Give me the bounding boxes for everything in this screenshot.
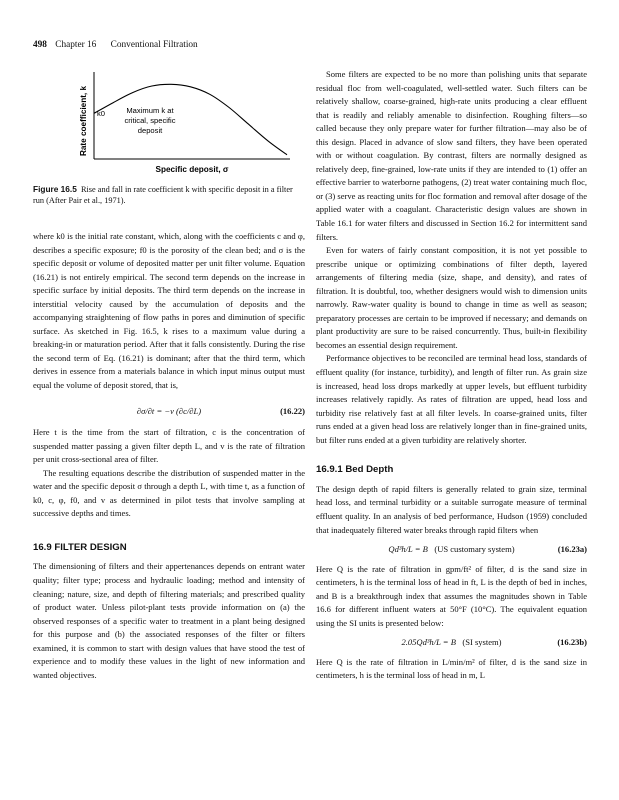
right-paragraph-1: Some filters are expected to be no more than polishing units that separate residual floc from well-coagulated, well-settled water. Such filters can be relatively shallow, coarse-grained, high-rate units producing a clear effluent that is readily and reliably amenable to disinfection. Roughing filters—so called because they only prepare water for further filtration—may also be of this design. Placed in advance of slow sand filters, they have been operated with or without coagulation. By contrast, filters are normally designed as relatively deep, fine-grained, low-rate units if they are intended to (1) offer an effective barrier to waterborne pathogens, (2) treat water containing much floc, or (3) serve as reacting units for floc formation and removal after dosage of the applied water with a coagulant. Characteristic design values are shown in Table 16.1 for water filters and discussed in Section 16.2 for intermittent sand filters. bbox=[316, 69, 587, 242]
equation-16-22-number: (16.22) bbox=[280, 405, 305, 416]
right-paragraph-6: Here Q is the rate of filtration in L/min/m² of filter, d is the sand size in centimeters, h is the terminal loss of head in m, L bbox=[316, 656, 587, 681]
x-axis-label: Specific deposit, σ bbox=[155, 165, 229, 174]
left-paragraph-4: The dimensioning of filters and their appertenances depends on entrant water quality; filter type; process and hydraulic loading; method and intensity of cleaning; nature, size, and depth of filtering materials; and prescribed quality of product water. Unless pilot-plant tests provide information on (a) the observed responses of a specific water to treatment in a plant being designed for this purpose and (b) the associated responses of the filter or filters examined, it is common to start with design values that have stood the test of experience and to modify these values in the light of new information and wanted objectives. bbox=[33, 561, 305, 680]
left-paragraph-2: Here t is the time from the start of filtration, c is the concentration of suspended matter passing a given filter depth L, and v is the rate of filtration per unit cross-sectional area of filter. bbox=[33, 427, 305, 465]
equation-16-23a-note: (US customary system) bbox=[434, 544, 515, 555]
right-paragraph-4: The design depth of rapid filters is generally related to grain size, terminal head loss, and terminal turbidity or a suitable surrogate measure of terminal effluent quality. In an analysis of bed performance, Hudson (1959) concluded that inadequately filtered water breaks through rapid filters when bbox=[316, 483, 587, 535]
annotation-line-2: critical, specific bbox=[124, 116, 176, 125]
annotation-line-1: Maximum k at bbox=[126, 106, 174, 115]
running-header bbox=[33, 40, 198, 50]
equation-16-23b bbox=[316, 636, 587, 650]
right-paragraph-2: Even for waters of fairly constant composition, it is not yet possible to prescribe unique or optimizing combinations of filter depth, layered arrangements of filtering media (size, shape, and density), and rates of filtration. It is doubtful, too, whether designers would wish to dimension units narrowly. Raw-water quality is bound to change in time as well as season; preparatory processes are certain to be improved if necessary; and demands on plant productivity are sure to be raised concurrently. Thus, built-in flexibility becomes an essential design requirement. bbox=[316, 245, 587, 350]
equation-16-23a-body: Qd³h/L = B bbox=[388, 544, 428, 555]
k-curve-line bbox=[94, 84, 287, 155]
chapter-label: Chapter 16 bbox=[55, 40, 97, 50]
equation-16-22 bbox=[33, 405, 305, 419]
figure-caption bbox=[33, 184, 303, 206]
left-paragraph-3: The resulting equations describe the distribution of suspended matter in the water and the specific deposit σ through a depth L, with time t, as a function of k0, c, φ, f0, and v as determined in pilot tests that involve sampling at successive depths and times. bbox=[33, 467, 305, 519]
right-column bbox=[316, 68, 587, 683]
section-heading-16-9: 16.9 FILTER DESIGN bbox=[33, 541, 127, 553]
right-paragraph-3: Performance objectives to be reconciled are terminal head loss, standards of effluent quality (for instance, turbidity), and length of filter run. As grain size is increased, head loss drops markedly at upper levels, but effluent turbidity increases relatively rapidly. As rates of filtration are upped, head loss and turbidity rise relatively fast at all filter levels. In coarse-grained units, filter runs ended at a given head loss are relatively longer than in fine-grained units, but filter runs ended at a given turbidity are relatively shorter. bbox=[316, 353, 587, 445]
right-paragraph-5: Here Q is the rate of filtration in gpm/ft² of filter, d is the sand size in centimeters, h is the terminal loss of head in ft, L is the depth of bed in inches, and B is a breakthrough index that assumes the magnitudes shown in Table 16.6 for different influent waters at 50°F (10°C). The equivalent equation using the SI units is presented below: bbox=[316, 563, 587, 628]
left-column bbox=[33, 230, 305, 682]
equation-16-23a bbox=[316, 543, 587, 557]
subsection-heading-16-9-1: 16.9.1 Bed Depth bbox=[316, 464, 394, 476]
equation-16-23b-body: 2.05Qd³h/L = B bbox=[401, 637, 456, 648]
equation-16-23b-note: (SI system) bbox=[462, 637, 502, 648]
equation-16-23a-number: (16.23a) bbox=[557, 544, 587, 555]
left-paragraph-1: where k0 is the initial rate constant, which, along with the coefficients c and φ, describes a specific exposure; f0 is the porosity of the clean bed; and σ is the specific deposit or volume of deposited matter per unit filter volume. Equation (16.21) is not entirely empirical. The second term depends on the increase in specific surface by initial deposits. The third term depends on the increase in interstitial velocity caused by the accumulation of deposits and the accompanying straightening of flow paths in pores and diminution of specific surface. As sketched in Fig. 16.5, k rises to a maximum value during a breaking-in or maturation period. After that it falls consistently. During the rise the second term of Eq. (16.21) is dominant; after that the third term, which derives in essence from a materials balance in which input minus output must equal the volume of deposit stored, that is, bbox=[33, 231, 305, 391]
figure-16-5 bbox=[72, 68, 294, 180]
equation-16-23b-number: (16.23b) bbox=[557, 637, 587, 648]
caption-label: Figure 16.5 bbox=[33, 184, 77, 194]
chapter-title: Conventional Filtration bbox=[110, 40, 198, 50]
y-axis-label: Rate coefficient, k bbox=[79, 85, 88, 157]
page-number: 498 bbox=[33, 40, 47, 50]
equation-16-22-body: ∂σ/∂t = −v (∂c/∂L) bbox=[136, 405, 202, 416]
k0-label: k0 bbox=[97, 109, 106, 118]
caption-text: Rise and fall in rate coefficient k with specific deposit in a filter run (After Pair et al., 1971). bbox=[33, 185, 293, 205]
annotation-line-3: deposit bbox=[137, 126, 163, 135]
